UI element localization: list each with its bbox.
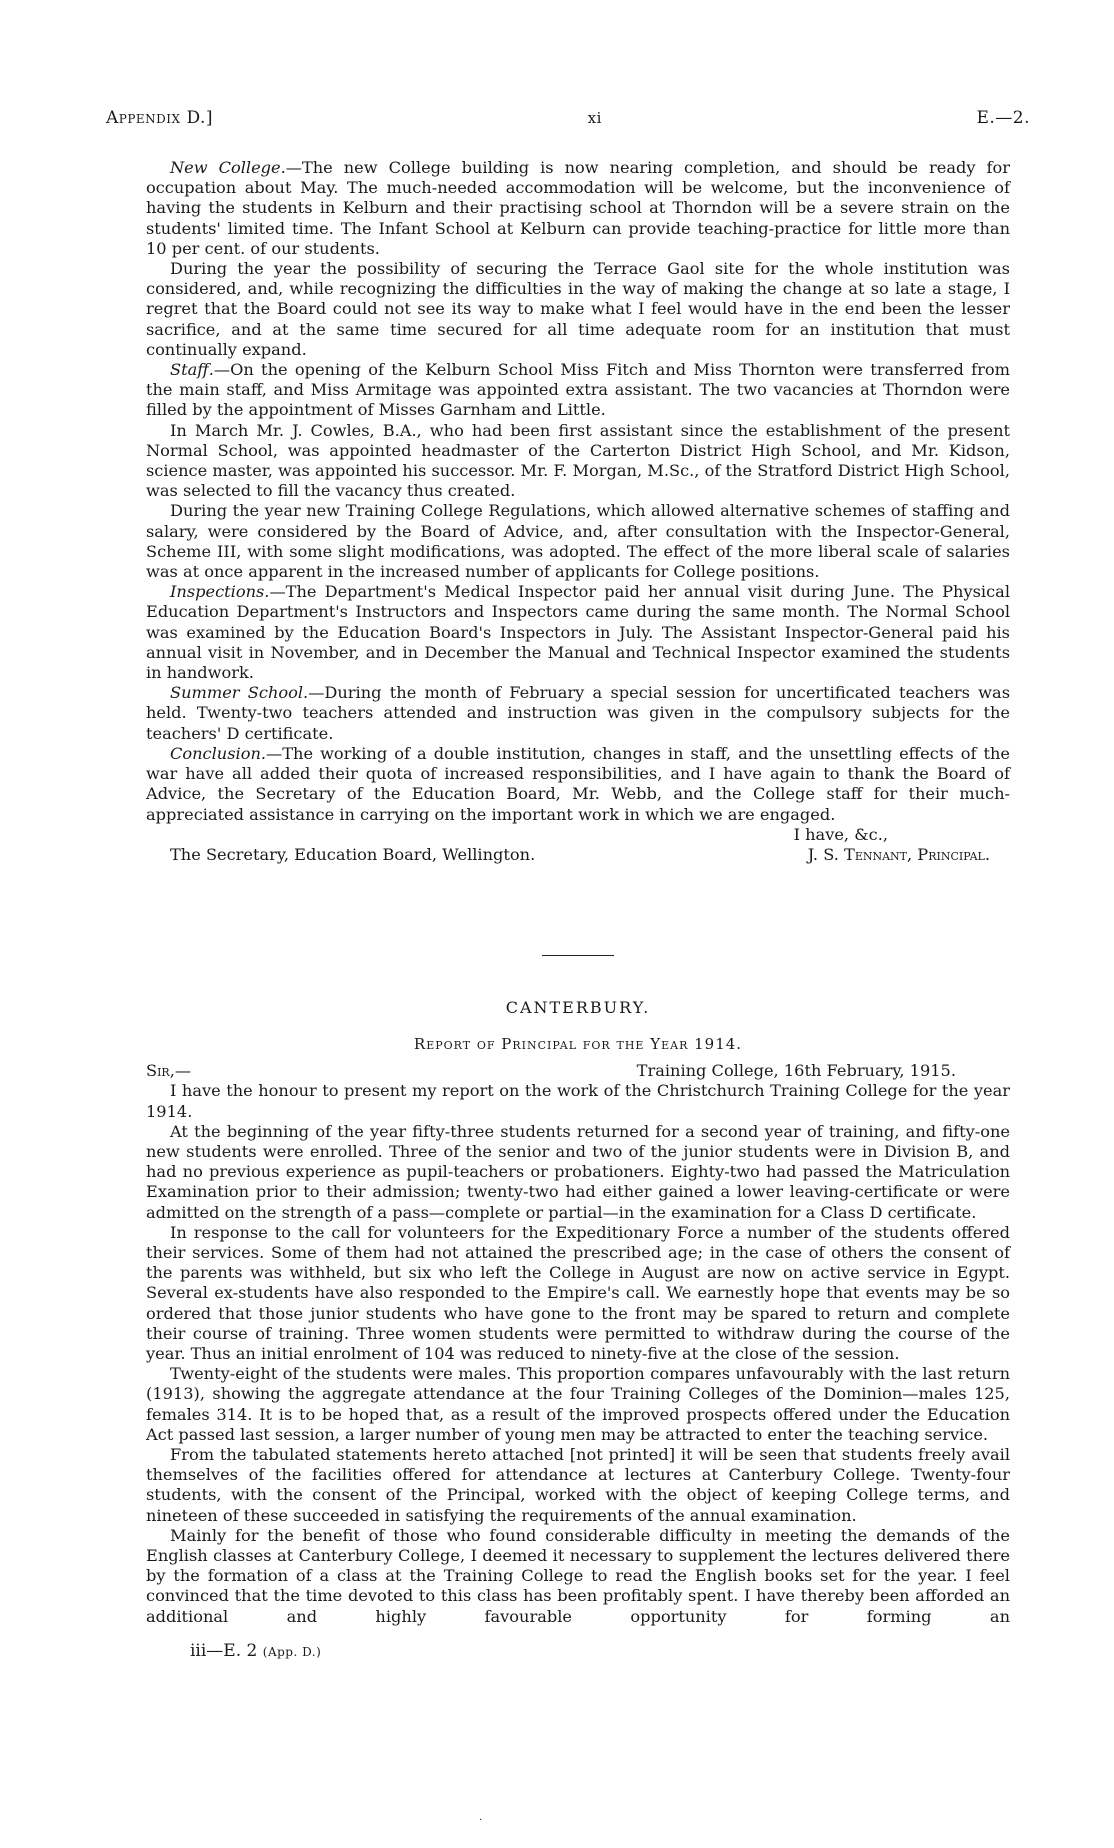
paragraph: Conclusion.—The working of a double institution, changes in staff, and the unsettling effects of the war have all added their quota of increased responsibilities, and I have again to thank the Board of Advice, the Secretary of the Education Board, Mr. Webb, and the College staff for their much-appreciated assistance in carrying on the important work in which we are engaged. bbox=[146, 743, 1010, 824]
canterbury-report-body bbox=[146, 1081, 1010, 1626]
section-divider bbox=[542, 955, 614, 956]
salutation-line bbox=[146, 1061, 1010, 1081]
paragraph: In March Mr. J. Cowles, B.A., who had been first assistant since the establishment of the present Normal School, was appointed headmaster of the Carterton District High School, and Mr. Kidson, science master, was appointed his successor. Mr. F. Morgan, M.Sc., of the Stratford District High School, was selected to fill the vacancy thus created. bbox=[146, 420, 1010, 501]
paragraph: From the tabulated statements hereto attached [not printed] it will be seen that students freely avail themselves of the facilities offered for attendance at lectures at Canterbury College. Twenty-four students, with the consent of the Principal, worked with the object of keeping College terms, and nineteen of these succeeded in satisfying the requirements of the annual examination. bbox=[146, 1444, 1010, 1525]
closing-phrase: I have, &c., bbox=[793, 824, 888, 844]
header-paper-code: E.—2. bbox=[976, 108, 1030, 128]
paragraph: New College.—The new College building is now nearing completion, and should be ready for occupation about May. The much-needed accommodation will be welcome, but the inconvenience of having the students in Kelburn and their practising school at Thorndon will be a severe strain on the students' limited time. The Infant School at Kelburn can provide teaching-practice for little more than 10 per cent. of our students. bbox=[146, 158, 1011, 258]
paragraph: At the beginning of the year fifty-three students returned for a second year of training, and fifty-one new students were enrolled. Three of the senior and two of the junior students were in Division B, and had no previous experience as pupil-teachers or probationers. Eighty-two had passed the Matriculation Examination prior to their admission; twenty-two had either gained a lower leaving-certificate or were admitted on the strength of a pass—complete or partial—in the examination for a Class D certificate. bbox=[146, 1121, 1010, 1222]
paragraph: In response to the call for volunteers for the Expeditionary Force a number of the students offered their services. Some of them had not attained the prescribed age; in the case of others the consent of the parents was withheld, but six who left the College in August are now on active service in Egypt. Several ex-students have also responded to the Empire's call. We earnestly hope that events may be so ordered that those junior students who have gone to the front may be spared to return and complete their course of training. Three women students were permitted to withdraw during the course of the year. Thus an initial enrolment of 104 was reduced to ninety-five at the close of the session. bbox=[146, 1222, 1010, 1363]
page-mark: . bbox=[479, 1812, 483, 1823]
date-line: Training College, 16th February, 1915. bbox=[636, 1061, 956, 1081]
header-page-number: xi bbox=[587, 109, 602, 127]
paragraph: Summer School.—During the month of February a special session for uncertificated teachers was held. Twenty-two teachers attended and instruction was given in the compulsory subjects for the teachers' D certificate. bbox=[146, 683, 1010, 743]
footer-signature-mark: iii—E. 2 bbox=[190, 1640, 258, 1661]
report-title: Report of Principal for the Year 1914. bbox=[413, 1035, 743, 1054]
signature: J. S. Tennant, Principal. bbox=[807, 844, 990, 864]
salutation: Sir,— bbox=[146, 1061, 192, 1081]
wellington-report-body bbox=[146, 158, 1010, 825]
paragraph: Mainly for the benefit of those who found considerable difficulty in meeting the demands of the English classes at Canterbury College, I deemed it necessary to supplement the lectures delivered there by the formation of a class at the Training College to read the English books set for the year. I feel convinced that the time devoted to this class has been profitably spent. I have thereby been afforded an additional and highly favourable opportunity for forming an bbox=[146, 1525, 1010, 1626]
paragraph: During the year the possibility of securing the Terrace Gaol site for the whole institution was considered, and, while recognizing the difficulties in the way of making the change at so late a stage, I regret that the Board could not see its way to make what I feel would have in the end been the lesser sacrifice, and at the same time secured for all time adequate room for an institution that must continually expand. bbox=[146, 259, 1010, 359]
addressee: The Secretary, Education Board, Wellington. bbox=[170, 844, 536, 864]
paragraph: Staff.—On the opening of the Kelburn School Miss Fitch and Miss Thornton were transferred from the main staff, and Miss Armitage was appointed extra assistant. The two vacancies at Thorndon were filled by the appointment of Misses Garnham and Little. bbox=[146, 360, 1010, 420]
header-appendix: Appendix D.] bbox=[106, 108, 214, 128]
footer-appendix: (App. D.) bbox=[262, 1644, 322, 1659]
paragraph: I have the honour to present my report on the work of the Christchurch Training College for the year 1914. bbox=[146, 1081, 1010, 1121]
page-header bbox=[106, 108, 1030, 128]
paragraph: Twenty-eight of the students were males. This proportion compares unfavourably with the last return (1913), showing the aggregate attendance at the four Training Colleges of the Dominion—males 125, females 314. It is to be hoped that, as a result of the improved prospects offered under the Education Act passed last session, a larger number of young men may be attracted to enter the teaching service. bbox=[146, 1364, 1010, 1444]
section-title: CANTERBURY. bbox=[505, 998, 651, 1018]
paragraph: During the year new Training College Regulations, which allowed alternative schemes of staffing and salary, were considered by the Board of Advice, and, after consultation with the Inspector-General, Scheme III, with some slight modifications, was adopted. The effect of the more liberal scale of salaries was at once apparent in the increased number of applicants for College positions. bbox=[146, 501, 1010, 582]
signature-line bbox=[146, 845, 1010, 865]
page-footer bbox=[146, 1641, 1010, 1661]
paragraph: Inspections.—The Department's Medical Inspector paid her annual visit during June. The Physical Education Department's Instructors and Inspectors came during the same month. The Normal School was examined by the Education Board's Inspectors in July. The Assistant Inspector-General paid his annual visit in November, and in December the Manual and Technical Inspector examined the students in handwork. bbox=[146, 582, 1010, 683]
